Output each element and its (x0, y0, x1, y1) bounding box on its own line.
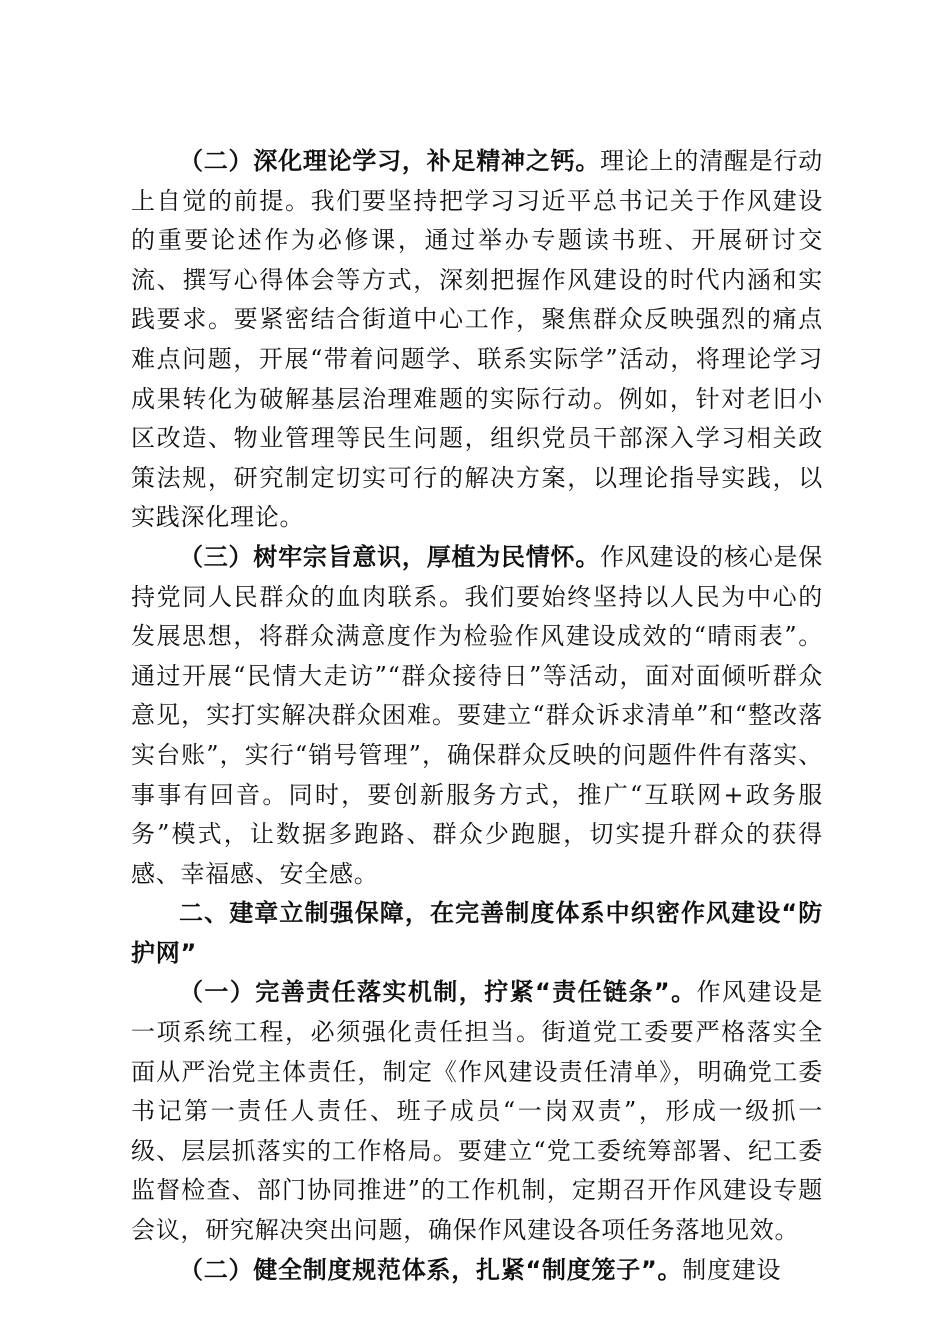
paragraph-body: 作风建设的核心是保持党同人民群众的血肉联系。我们要始终坚持以人民为中心的发展思想，将群众满意度作为检验作风建设成效的“晴雨表”。通过开展“民情大走访”“群众接待日”等活动，面对面倾听群众意见，实打实解决群众困难。要建立“群众诉求清单”和“整改落实台账”，实行“销号管理”，确保群众反映的问题件件有落实、事事有回音。同时，要创新服务方式，推广“互联网+政务服务”模式，让数据多跑路、群众少跑腿，切实提升群众的获得感、幸福感、安全感。 (131, 542, 824, 888)
paragraph-institution-system (131, 1251, 823, 1291)
paragraph-body: 制度建设 (682, 1255, 782, 1284)
paragraph-theory-study (131, 142, 823, 538)
paragraph-purpose-awareness (131, 538, 823, 894)
paragraph-lead: （二）深化理论学习，补足精神之钙。 (179, 147, 601, 175)
section-heading: 二、建章立制强保障，在完善制度体系中织密作风建设“防护网” (131, 899, 823, 967)
paragraph-lead: （三）树牢宗旨意识，厚植为民情怀。 (179, 542, 601, 571)
document-page (131, 142, 823, 1290)
paragraph-lead: （二）健全制度规范体系，扎紧“制度笼子”。 (179, 1255, 683, 1284)
paragraph-responsibility-mechanism (131, 973, 823, 1250)
paragraph-body: 作风建设是一项系统工程，必须强化责任担当。街道党工委要严格落实全面从严治党主体责任，制定《作风建设责任清单》，明确党工委书记第一责任人责任、班子成员“一岗双责”，形成一级抓一级、层层抓落实的工作格局。要建立“党工委统筹部署、纪工委监督检查、部门协同推进”的工作机制，定期召开作风建设专题会议，研究解决突出问题，确保作风建设各项任务落地见效。 (131, 978, 824, 1245)
paragraph-lead: （一）完善责任落实机制，拧紧“责任链条”。 (179, 978, 697, 1007)
paragraph-body: 理论上的清醒是行动上自觉的前提。我们要坚持把学习习近平总书记关于作风建设的重要论述作为必修课，通过举办专题读书班、开展研讨交流、撰写心得体会等方式，深刻把握作风建设的时代内涵和实践要求。要紧密结合街道中心工作，聚焦群众反映强烈的痛点难点问题，开展“带着问题学、联系实际学”活动，将理论学习成果转化为破解基层治理难题的实际行动。例如，针对老旧小区改造、物业管理等民生问题，组织党员干部深入学习相关政策法规，研究制定切实可行的解决方案，以理论指导实践，以实践深化理论。 (131, 147, 824, 532)
